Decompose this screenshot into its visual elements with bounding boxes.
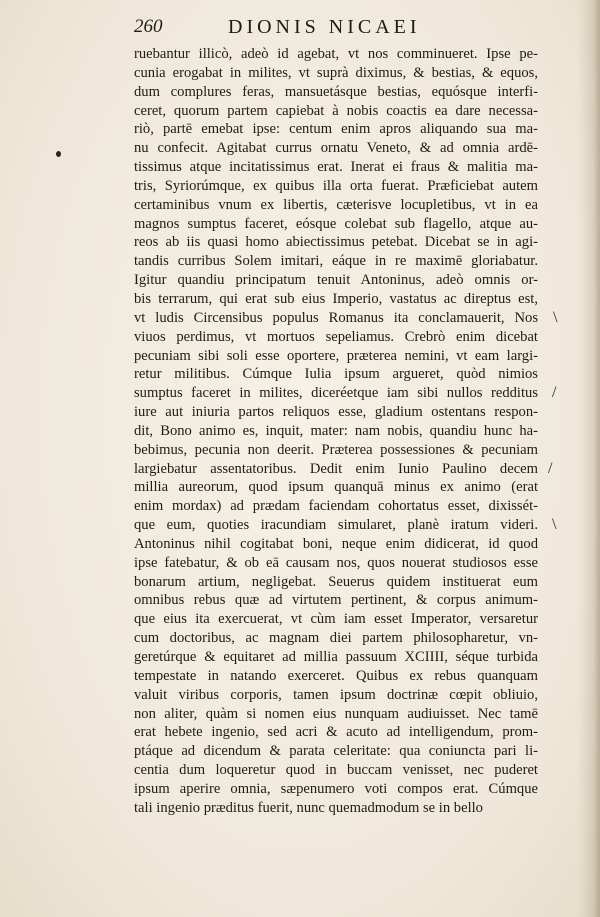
text-line: ruebantur illicò, adeò id agebat, vt nos comminueret. Ipse pe-	[134, 46, 538, 62]
text-line: millia aureorum, quod ipsum quanquā minus ex animo (erat	[134, 479, 538, 496]
text-line: Antoninus nihil cogitabat boni, neque enim didicerat, id quod	[134, 535, 538, 552]
text-line: geretúrque & equitaret ad millia passuum XCIIII, séque turbida	[134, 649, 538, 665]
text-line: bis terrarum, qui erat sub eius Imperio, vastatus ac direptus est,	[134, 290, 538, 307]
text-line: cum doctoribus, ac magnam diei partem philosopharetur, vn-	[134, 630, 538, 647]
page-number: 260	[134, 16, 163, 37]
text-line: bebimus, pecunia non deerit. Præterea possessiones & pecuniam	[134, 441, 538, 458]
text-line: magnos sumptus faceret, eósque colebat sub flagello, atque au-	[134, 215, 538, 232]
text-line: que eum, quoties iracundiam simularet, planè iratum videri.	[134, 517, 538, 534]
running-title: DIONIS NICAEI	[228, 16, 421, 38]
text-line: viuos perdimus, vt mortuos sepeliamus. Crebrò enim dicebat	[134, 328, 538, 345]
text-line: centia dum loqueretur quod in buccam venisset, nec puderet	[134, 762, 538, 779]
text-line: tempestate in natando exerceret. Quibus ex rebus quanquam	[134, 667, 538, 684]
page-header	[134, 14, 544, 44]
body-text	[134, 45, 538, 818]
text-line: largiebatur assentatoribus. Dedit enim Iunio Paulino decem	[134, 460, 538, 477]
text-line: dum complures feras, mansuetásque bestias, equósque interfi-	[134, 83, 538, 100]
text-line: enim mordax) ad prædam faciendam cohortatus esset, dixissét-	[134, 498, 538, 515]
text-line: tris, Syriorúmque, ex quibus illa orta fuerat. Præficiebat autem	[134, 177, 538, 194]
margin-mark: /	[548, 459, 553, 477]
text-line: tandis curribus Solem imitari, eáque in re maximē gloriabatur.	[134, 253, 538, 270]
text-line: tissimus atque incitatissimus erat. Inerat ei fraus & malitia ma-	[134, 159, 538, 176]
text-line: cunia erogabat in milites, vt suprà diximus, & bestias, & equos,	[134, 64, 538, 81]
text-line: iure aut iniuria partos reliquos esse, gladium ostentans respon-	[134, 404, 538, 421]
text-line: Igitur quandiu principatum tenuit Antoninus, adeò omnis or-	[134, 272, 538, 289]
text-line: riò, partē emebat ipse: centum enim apros aliquando sua ma-	[134, 121, 538, 138]
text-line: nu confecit. Agitabat currus ornatu Veneto, & ad omnia ardē-	[134, 140, 538, 157]
margin-mark: \	[553, 308, 558, 326]
page-edge-shadow	[578, 0, 600, 917]
text-line: vt ludis Circensibus populus Romanus ita conclamauerit, Nos	[134, 309, 538, 326]
text-line: valuit viribus corporis, tamen ipsum doctrinæ cœpit obliuio,	[134, 686, 538, 703]
text-line: tali ingenio præditus fuerit, nunc quemadmodum se in bello	[134, 799, 483, 816]
text-line: non aliter, quàm si nomen eius nunquam audiuisset. Nec tamē	[134, 705, 538, 722]
text-line: ceret, quorum partem capiebat à nobis coactis ea dare necessa-	[134, 102, 538, 119]
text-line: retur militibus. Cúmque Iulia ipsum argueret, quòd nimios	[134, 366, 538, 383]
text-line: bonarum artium, negligebat. Seuerus quidem instituerat eum	[134, 573, 538, 590]
text-line: dit, Bono animo es, inquit, mater: nam nobis, quandiu hunc ha-	[134, 422, 538, 439]
text-line: erat hebete ingenio, sed acri & acuto ad intelligendum, prom-	[134, 724, 538, 741]
text-line: certaminibus vnum ex libertis, cæterisve locupletibus, vt in ea	[134, 196, 538, 213]
text-line: omnibus rebus quæ ad virtutem pertinent, & corpus animum-	[134, 592, 538, 609]
text-line: ipse fatebatur, & ob eā causam nos, quos nouerat studiosos esse	[134, 554, 538, 571]
text-line: pecuniam sibi soli esse oportere, præterea nemini, vt eam largi-	[134, 347, 538, 364]
text-line: ipsum aperire omnia, sæpenumero voti compos erat. Cúmque	[134, 780, 538, 797]
margin-mark: /	[552, 384, 557, 402]
margin-mark: \	[552, 516, 557, 534]
text-line: que eius ita exercuerat, vt cùm iam esset Imperator, versaretur	[134, 611, 538, 628]
text-line: reos ab iis quasi homo abiectissimus petebat. Dicebat se in agi-	[134, 234, 538, 251]
text-line: sumptus faceret in milites, diceréetque iam sibi nullos redditus	[134, 385, 538, 402]
text-line: ptáque ad dicendum & parata celeritate: qua coniuncta pari li-	[134, 743, 538, 760]
ink-dot-mark	[56, 151, 61, 157]
